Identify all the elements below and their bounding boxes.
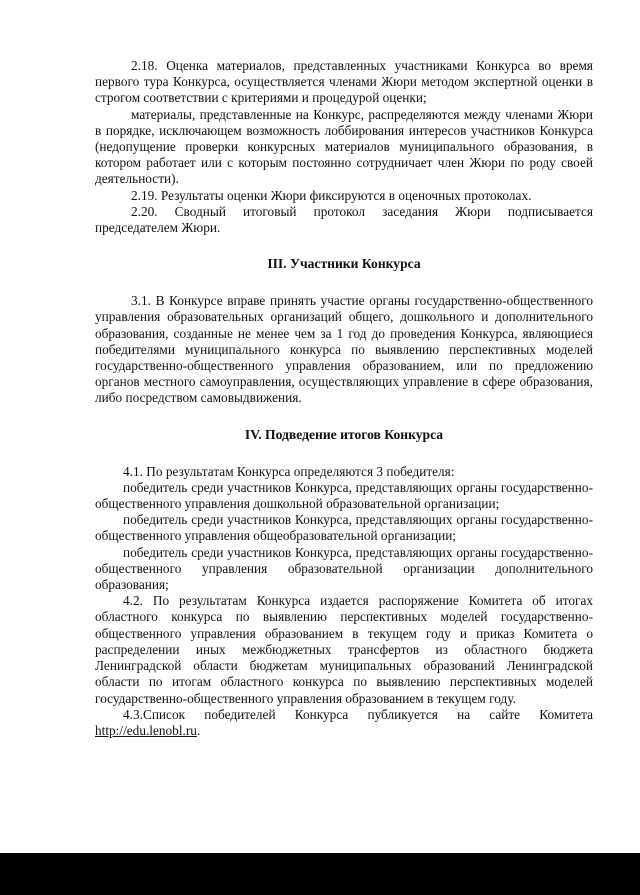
section-gap: [95, 236, 593, 256]
section-gap: [95, 272, 593, 293]
document-content: [95, 58, 593, 739]
paragraph-4-3-period: .: [196, 722, 201, 738]
section-heading-participants: III. Участники Конкурса: [267, 256, 421, 272]
paragraph-4-3-text: 4.3.Список победителей Конкурса публикуется на сайте Комитета: [123, 706, 593, 722]
paragraph-2-18-materials: материалы, представленные на Конкурс, распределяются между членами Жюри в порядке, исключающем возможность лоббирования интересов участников Конкурса (недопущение проверки конкурсных материалов муниципального образования, в котором работает или с которым постоянно сотрудничает член Жюри по роду своей деятельности).: [95, 106, 593, 187]
section-gap: [95, 407, 593, 427]
section-gap: [95, 443, 593, 464]
section-heading-results: IV. Подведение итогов Конкурса: [244, 426, 444, 442]
paragraph-4-2: 4.2. По результатам Конкурса издается распоряжение Комитета об итогах областного конкурса по выявлению перспективных моделей государственно-общественного управления образованием в текущем году и приказ Комитета о распределении иных межбюджетных трансфертов из областного бюджета Ленинградской области бюджетам муниципальных образований Ленинградской области по итогам областного конкурса по выявлению перспективных моделей государственно-общественного управления образованием в текущем году.: [95, 593, 593, 706]
paragraph-4-1: 4.1. По результатам Конкурса определяются 3 победителя:: [123, 463, 455, 479]
paragraph-4-1-additional-winner: победитель среди участников Конкурса, представляющих органы государственно-общественного управления образовательной организации дополнительного образования;: [95, 544, 593, 593]
paragraph-2-19: 2.19. Результаты оценки Жюри фиксируются в оценочных протоколах.: [131, 187, 532, 203]
bottom-black-bar: [0, 853, 640, 895]
paragraph-2-18: 2.18. Оценка материалов, представленных участниками Конкурса во время первого тура Конкурса, осуществляется членами Жюри методом экспертной оценки в строгом соответствии с критериями и процедурой оценки;: [95, 58, 593, 106]
paragraph-4-1-preschool-winner: победитель среди участников Конкурса, представляющих органы государственно-общественного управления дошкольной образовательной организации;: [95, 479, 593, 512]
paragraph-3-1: 3.1. В Конкурсе вправе принять участие органы государственно-общественного управления образовательных организаций общего, дошкольного и дополнительного образования, созданные не менее чем за 1 год до проведения Конкурса, являющиеся победителями муниципального конкурса по выявлению перспективных моделей государственно-общественного управления образованием, или по предложению органов местного самоуправления, осуществляющих управление в сфере образования, либо посредством самовыдвижения.: [95, 293, 593, 406]
committee-website-link[interactable]: http://edu.lenobl.ru: [95, 722, 197, 738]
paragraph-2-20: 2.20. Сводный итоговый протокол заседания Жюри подписывается председателем Жюри.: [95, 203, 593, 236]
paragraph-4-1-general-winner: победитель среди участников Конкурса, представляющих органы государственно-общественного управления общеобразовательной организации;: [95, 512, 593, 544]
paragraph-4-3: [95, 707, 593, 739]
